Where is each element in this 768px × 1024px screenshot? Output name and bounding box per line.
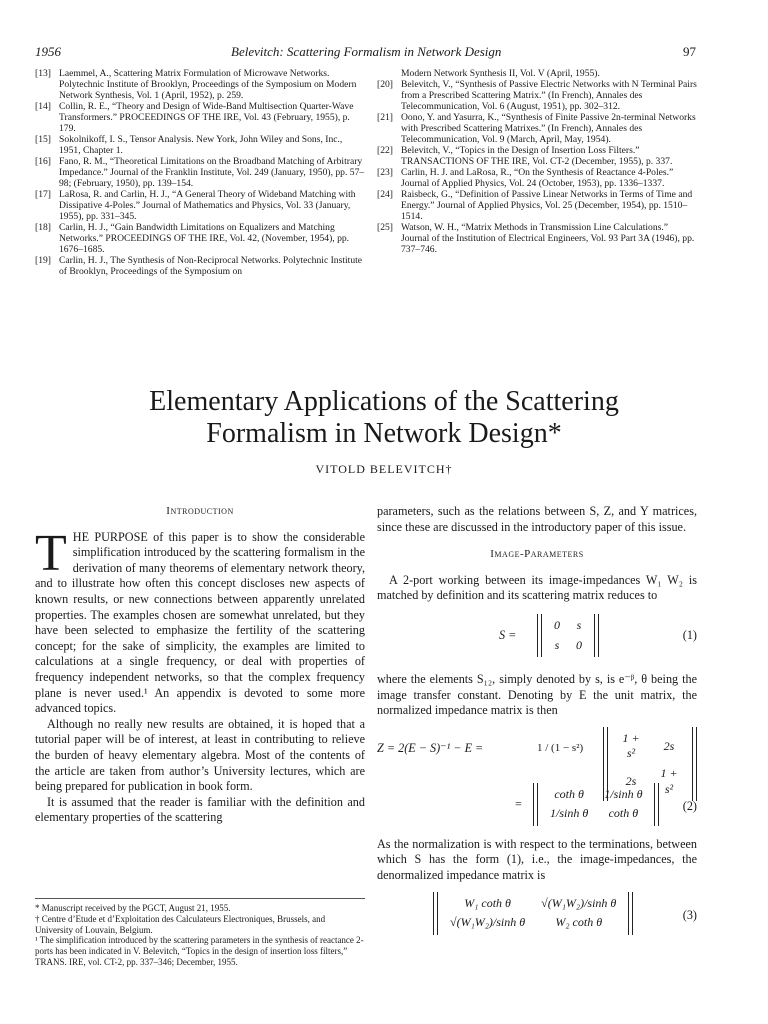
header-running-title: Belevitch: Scattering Formalism in Network Design <box>231 44 502 59</box>
equation-1 <box>377 610 697 666</box>
reference-item: [19] Carlin, H. J., The Synthesis of Non-Reciprocal Networks. Polytechnic Institute of Brooklyn, Proceedings of the Symposium on <box>35 255 363 277</box>
eq2-number: (2) <box>682 798 697 813</box>
reference-item: [16] Fano, R. M., “Theoretical Limitations on the Broadband Matching of Arbitrary Impedance.” Journal of the Franklin Institute, Vol. 249 (January, 1950), pp. 57–98; (February, 1950), pp. 139–154. <box>35 156 365 189</box>
reference-item: [22] Belevitch, V., “Topics in the Design of Insertion Loss Filters.” TRANSACTIONS OF THE IRE, Vol. CT-2 (December, 1955), p. 337. <box>377 145 673 167</box>
intro-paragraph-3: It is assumed that the reader is familiar with the definition and elementary properties of the scattering <box>35 794 365 825</box>
right-paragraph-4: As the normalization is with respect to the terminations, between which S has the form (1), i.e., the image-impedances, the denormalized impedance matrix is <box>377 836 697 882</box>
equation-2 <box>377 725 697 796</box>
footnotes <box>35 898 365 968</box>
eq3-matrix: W₁ coth θ √(W₁W₂)/sinh θ √(W₁W₂)/sinh θ W₂ coth θ <box>433 892 633 935</box>
footnote: * Manuscript received by the PGCT, August 21, 1955. <box>35 903 231 913</box>
right-column <box>377 504 697 946</box>
reference-item: [20] Belevitch, V., “Synthesis of Passive Electric Networks with N Terminal Pairs from a Prescribed Scattering Matrix.” (In French), Annales des Telecommunication, Vol. 6 (August, 1951), pp. 302–312. <box>377 79 697 112</box>
title-line-1: Elementary Applications of the Scattering <box>149 386 619 417</box>
intro-paragraph-2: Although no really new results are obtained, it is hoped that a tutorial paper will be of interest, at least in contributing to relieve the burden of heavy elementary algebra. Most of the contents of the article are taken from author’s University lectures, which are being prepared for publication in book form. <box>35 716 365 794</box>
eq1-number: (1) <box>682 627 697 642</box>
footnote: † Centre d’Etude et d’Exploitation des Calculateurs Electroniques, Brussels, and University of Louvain, Belgium. <box>35 913 326 935</box>
article-title <box>0 386 768 450</box>
reference-item: [18] Carlin, H. J., “Gain Bandwidth Limitations on Equalizers and Matching Networks.” PROCEEDINGS OF THE IRE, Vol. 42, (November, 1954), pp. 1676–1685. <box>35 222 350 255</box>
header-year: 1956 <box>35 44 61 59</box>
eq2-fraction: 1 / (1 − s²) <box>537 741 584 754</box>
title-line-2: Formalism in Network Design* <box>206 418 562 449</box>
intro-paragraph-1: THE PURPOSE of this paper is to show the considerable simplification introduced by the scattering formalism in the derivation of many theorems of elementary network theory, and to illustrate how often this concept discloses new aspects of known results, or new connections between apparently unrelated properties. The examples chosen are somewhat unrelated, but they have been selected to emphasize the fertility of the scattering concept; for the sake of simplicity, the examples are limited to calculations at a single frequency, or deal with properties of frequency independent networks, so that the complex frequency plane is never used.¹ An appendix is devoted to some more advanced topics. <box>35 524 365 716</box>
reference-item: [21] Oono, Y. and Yasurra, K., “Synthesis of Finite Passive 2n-terminal Networks with Prescribed Scattering Matrixes.” (In French), Annales des Telecommunication, Vol. 9 (March, April, May, 1954). <box>377 112 696 145</box>
right-paragraph-2: A 2-port working between its image-impedances W₁ W₂ is matched by definition and its scattering matrix reduces to <box>377 572 697 603</box>
reference-item: [24] Raisbeck, G., “Definition of Passive Linear Networks in Terms of Time and Energy.” Journal of Applied Physics, Vol. 25 (December, 1954), pp. 1510–1514. <box>377 189 693 222</box>
reference-item: [15] Sokolnikoff, I. S., Tensor Analysis. New York, John Wiley and Sons, Inc., 1951, Chapter 1. <box>35 134 343 156</box>
reference-continuation: Modern Network Synthesis II, Vol. V (April, 1955). <box>401 68 600 79</box>
references-left <box>35 68 365 277</box>
author-name: VITOLD BELEVITCH† <box>315 462 453 476</box>
running-header <box>35 44 696 62</box>
reference-item: [17] LaRosa, R. and Carlin, H. J., “A General Theory of Wideband Matching with Dissipative 4-Poles.” Journal of Mathematics and Physics, Vol. 33 (January, 1955), pp. 331–345. <box>35 189 356 222</box>
reference-item: [14] Collin, R. E., “Theory and Design of Wide-Band Multisection Quarter-Wave Transformers.” PROCEEDINGS OF THE IRE, Vol. 43 (February, 1955), p. 179. <box>35 101 354 134</box>
eq2-lhs: Z = 2(E − S)⁻¹ − E = <box>377 740 484 755</box>
references-right <box>377 68 697 255</box>
eq1-matrix: 0 s s 0 <box>537 614 599 657</box>
header-page-number: 97 <box>683 44 696 59</box>
eq1-lhs: S = <box>499 627 517 642</box>
section-heading-image-parameters: Image-Parameters <box>490 548 584 561</box>
section-heading-introduction: Introduction <box>166 505 234 517</box>
reference-item: [25] Watson, W. H., “Matrix Methods in Transmission Line Calculations.” Journal of the Institution of Electrical Engineers, Vol. 93 Part 3A (1946), pp. 737–746. <box>377 222 695 255</box>
right-paragraph-1: parameters, such as the relations between S, Z, and Y matrices, since these are discussed in the introductory paper of this issue. <box>377 504 697 534</box>
reference-item: [23] Carlin, H. J. and LaRosa, R., “On the Synthesis of Reactance 4-Poles.” Journal of Applied Physics, Vol. 24 (October, 1953), pp. 1336–1337. <box>377 167 674 189</box>
drop-cap: T <box>35 524 67 582</box>
reference-item: [13] Laemmel, A., Scattering Matrix Formulation of Microwave Networks. Polytechnic Institute of Brooklyn, Proceedings of the Symposium on Modern Network Synthesis, Vol. 1 (April, 1952), p. 259. <box>35 68 357 101</box>
right-paragraph-3: where the elements S₁₂, simply denoted by s, is e⁻ᵝ, θ being the image transfer constant. Denoting by E the unit matrix, the normalized impedance matrix is then <box>377 671 697 718</box>
eq2-matrix: 1 + s² 2s 2s 1 + s² <box>603 727 697 801</box>
equation-3 <box>377 890 697 940</box>
eq2b-matrix: coth θ 1/sinh θ 1/sinh θ coth θ <box>533 783 659 826</box>
left-column <box>35 504 365 826</box>
footnote: ¹ The simplification introduced by the scattering parameters in the synthesis of reactance 2-ports has been indicated in V. Belevitch, “Topics in the design of insertion loss filters,” TRANS. IRE, vol. CT-2, pp. 337–346; December, 1955. <box>35 935 364 967</box>
eq3-number: (3) <box>682 907 697 922</box>
equation-2b: = coth θ 1/sinh θ 1/sinh θ coth θ (2) <box>377 781 697 831</box>
